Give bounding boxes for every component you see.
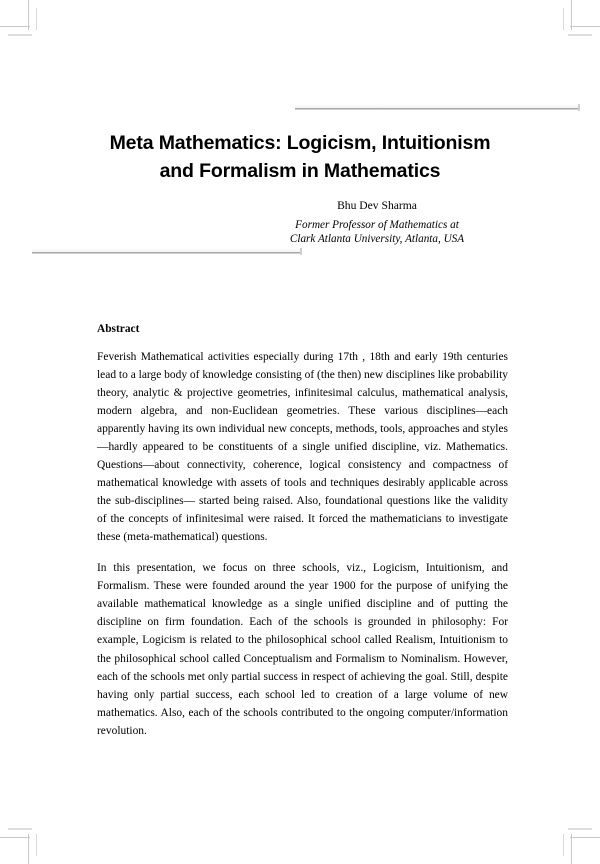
author-affiliation-line-2: Clark Atlanta University, Atlanta, USA: [289, 233, 465, 246]
crop-mark-vertical-line-secondary: [563, 834, 564, 856]
crop-mark-horizontal-line: [570, 837, 600, 838]
crop-mark-horizontal-line-secondary: [568, 34, 592, 36]
page-title-line-1: Meta Mathematics: Logicism, Intuitionism: [109, 132, 491, 154]
page-edge-rule-left: [32, 248, 302, 257]
crop-mark-horizontal-line-secondary: [8, 34, 32, 36]
page-edge-rule-bar: [32, 252, 302, 254]
abstract-heading: Abstract: [97, 323, 140, 335]
crop-mark-horizontal-line: [570, 26, 600, 27]
crop-mark-horizontal-line: [0, 837, 30, 838]
crop-mark-bottom-right: [558, 822, 600, 864]
crop-mark-top-right: [558, 0, 600, 42]
crop-mark-top-left: [0, 0, 42, 42]
crop-mark-horizontal-line-secondary: [8, 828, 32, 830]
crop-mark-horizontal-line-secondary: [568, 828, 592, 830]
author-affiliation-line-1: Former Professor of Mathematics at: [295, 218, 459, 231]
page-edge-rule-cap: [578, 104, 580, 111]
abstract-section: [97, 323, 508, 740]
title-block: [60, 130, 540, 185]
author-name: Bhu Dev Sharma: [337, 199, 417, 212]
page-edge-rule-cap: [300, 248, 302, 255]
page-edge-rule-top: [295, 104, 580, 113]
crop-mark-vertical-line-secondary: [36, 8, 37, 30]
crop-mark-horizontal-line: [0, 26, 30, 27]
abstract-paragraph-2: In this presentation, we focus on three schools, viz., Logicism, Intuitionism, and Formalism. These were founded around the year 1900 for the purpose of unifying the available mathematical knowledge as a single unified discipline and of putting the discipline on firm foundation. Each of the schools is grounded in philosophy: For example, Logicism is related to the philosophical school called Realism, Intuitionism to the philosophical school called Conceptualism and Formalism to Nominalism. However, each of the schools met only partial success in respect of achieving the goal. Still, despite having only partial success, each school led to creation of a large volume of new mathematics. Also, each of the schools contributed to the ongoing computer/information revolution.: [97, 562, 508, 737]
crop-mark-vertical-line-secondary: [563, 8, 564, 30]
crop-mark-bottom-left: [0, 822, 42, 864]
author-block: [246, 199, 508, 247]
crop-mark-vertical-line-secondary: [36, 834, 37, 856]
crop-mark-vertical-line: [28, 834, 29, 864]
page-title-line-2: and Formalism in Mathematics: [159, 159, 441, 182]
crop-mark-vertical-line: [571, 834, 572, 864]
abstract-paragraph-1: Feverish Mathematical activities especially during 17th , 18th and early 19th centuries lead to a large body of knowledge consisting of (the then) new disciplines like probability theory, analytic & projective geometries, infinitesimal calculus, mathematical analysis, modern algebra, and non-Euclidean geometries. These various disciplines—each apparently having its own individual new concepts, methods, tools, approaches and styles—hardly appeared to be constituents of a single unified discipline, viz. Mathematics. Questions—about connectivity, coherence, logical consistency and compactness of mathematical knowledge with assets of tools and techniques desirably applicable across the sub-disciplines— started being raised. Also, foundational questions like the validity of the concepts of infinitesimal were raised. It forced the mathematicians to investigate these (meta-mathematical) questions.: [97, 351, 508, 544]
page-edge-rule-bar: [295, 108, 580, 110]
